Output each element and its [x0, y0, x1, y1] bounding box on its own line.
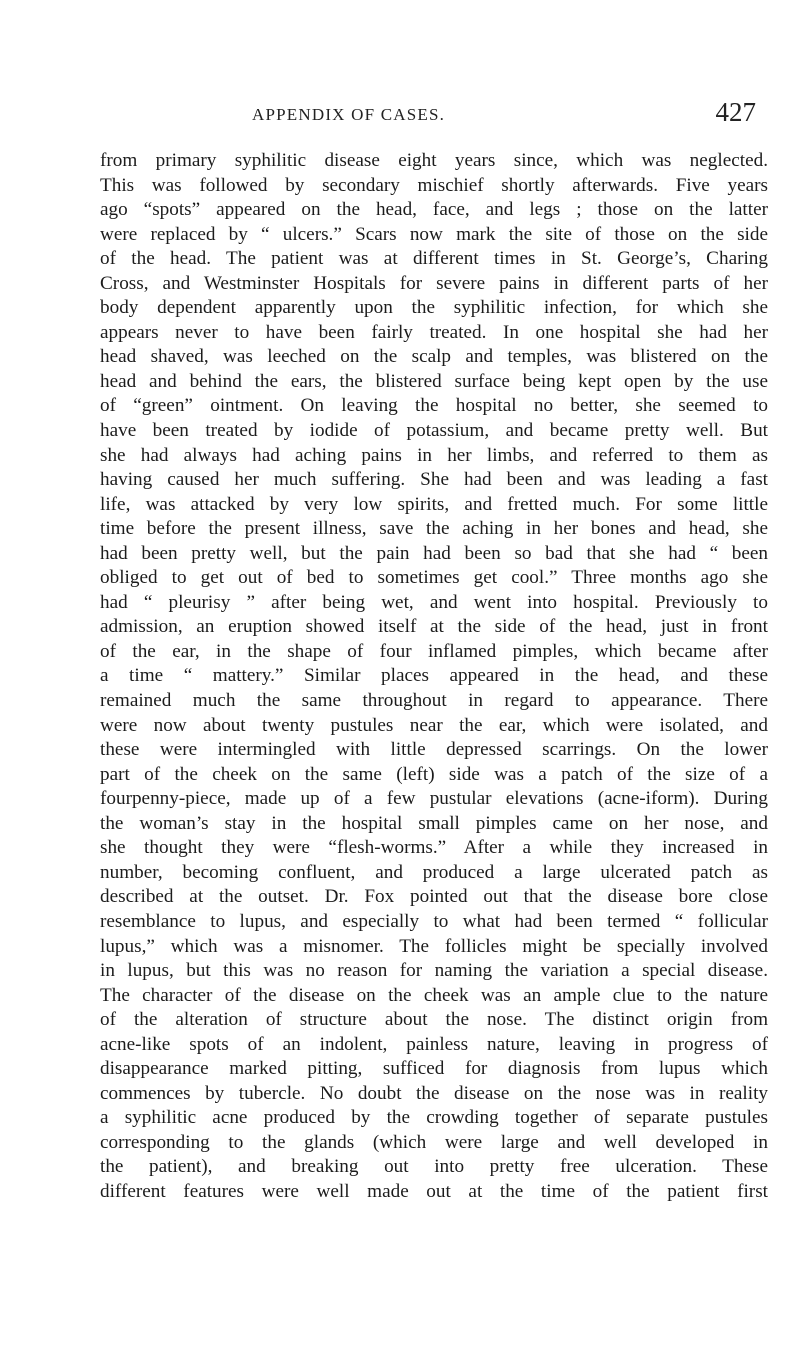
text-line: the woman’s stay in the hospital small pimples came on her nose, and: [100, 812, 768, 834]
text-line: different features were well made out at the time of the patient first: [100, 1180, 768, 1202]
text-line: she thought they were “flesh-worms.” After a while they increased in: [100, 837, 768, 859]
text-line: were now about twenty pustules near the ear, which were isolated, and: [100, 714, 768, 736]
text-line: lupus,” which was a misnomer. The follicles might be specially involved: [100, 935, 768, 957]
text-line: life, was attacked by very low spirits, and fretted much. For some little: [100, 493, 768, 515]
text-line: head shaved, was leeched on the scalp and temples, was blistered on the: [100, 346, 768, 368]
text-line: This was followed by secondary mischief shortly afterwards. Five years: [100, 174, 768, 196]
text-line: of “green” ointment. On leaving the hospital no better, she seemed to: [100, 395, 768, 417]
text-line: commences by tubercle. No doubt the disease on the nose was in reality: [100, 1082, 768, 1104]
text-line: resemblance to lupus, and especially to what had been termed “ follicular: [100, 910, 768, 932]
text-line: of the ear, in the shape of four inflamed pimples, which became after: [100, 640, 768, 662]
text-line: in lupus, but this was no reason for naming the variation a special disease.: [100, 960, 768, 982]
text-line: obliged to get out of bed to sometimes get cool.” Three months ago she: [100, 567, 768, 589]
text-line: she had always had aching pains in her limbs, and referred to them as: [100, 444, 768, 466]
text-line: had “ pleurisy ” after being wet, and went into hospital. Previously to: [100, 591, 768, 613]
body-paragraph: [100, 149, 768, 1205]
text-line: of the head. The patient was at different times in St. George’s, Charing: [100, 248, 768, 270]
text-line: Cross, and Westminster Hospitals for severe pains in different parts of her: [100, 272, 768, 294]
page-number: 427: [715, 97, 756, 127]
text-line: had been pretty well, but the pain had been so bad that she had “ been: [100, 542, 768, 564]
text-line: a time “ mattery.” Similar places appeared in the head, and these: [100, 665, 768, 687]
text-line: these were intermingled with little depressed scarrings. On the lower: [100, 739, 768, 761]
text-line: admission, an eruption showed itself at the side of the head, just in front: [100, 616, 768, 638]
text-line: part of the cheek on the same (left) side was a patch of the size of a: [100, 763, 768, 785]
text-line: acne-like spots of an indolent, painless nature, leaving in progress of: [100, 1033, 768, 1055]
text-line: were replaced by “ ulcers.” Scars now mark the site of those on the side: [100, 223, 768, 245]
text-line: a syphilitic acne produced by the crowding together of separate pustules: [100, 1107, 768, 1129]
text-line: corresponding to the glands (which were large and well developed in: [100, 1131, 768, 1153]
text-line: described at the outset. Dr. Fox pointed out that the disease bore close: [100, 886, 768, 908]
text-line: fourpenny-piece, made up of a few pustular elevations (acne-iform). During: [100, 788, 768, 810]
text-line: of the alteration of structure about the nose. The distinct origin from: [100, 1009, 768, 1031]
text-line: number, becoming confluent, and produced a large ulcerated patch as: [100, 861, 768, 883]
text-line: the patient), and breaking out into pretty free ulceration. These: [100, 1156, 768, 1178]
text-line: The character of the disease on the cheek was an ample clue to the nature: [100, 984, 768, 1006]
running-head: [100, 97, 760, 131]
text-line: remained much the same throughout in regard to appearance. There: [100, 690, 768, 712]
text-line: having caused her much suffering. She had been and was leading a fast: [100, 469, 768, 491]
running-title: APPENDIX OF CASES.: [252, 105, 446, 124]
text-line: head and behind the ears, the blistered surface being kept open by the use: [100, 370, 768, 392]
text-line: have been treated by iodide of potassium, and became pretty well. But: [100, 420, 768, 442]
text-line: appears never to have been fairly treated. In one hospital she had her: [100, 321, 768, 343]
text-line: time before the present illness, save the aching in her bones and head, she: [100, 518, 768, 540]
text-line: ago “spots” appeared on the head, face, and legs ; those on the latter: [100, 199, 768, 221]
text-line: from primary syphilitic disease eight years since, which was neglected.: [100, 150, 768, 171]
text-line: disappearance marked pitting, sufficed for diagnosis from lupus which: [100, 1058, 768, 1080]
text-line: body dependent apparently upon the syphilitic infection, for which she: [100, 297, 768, 319]
